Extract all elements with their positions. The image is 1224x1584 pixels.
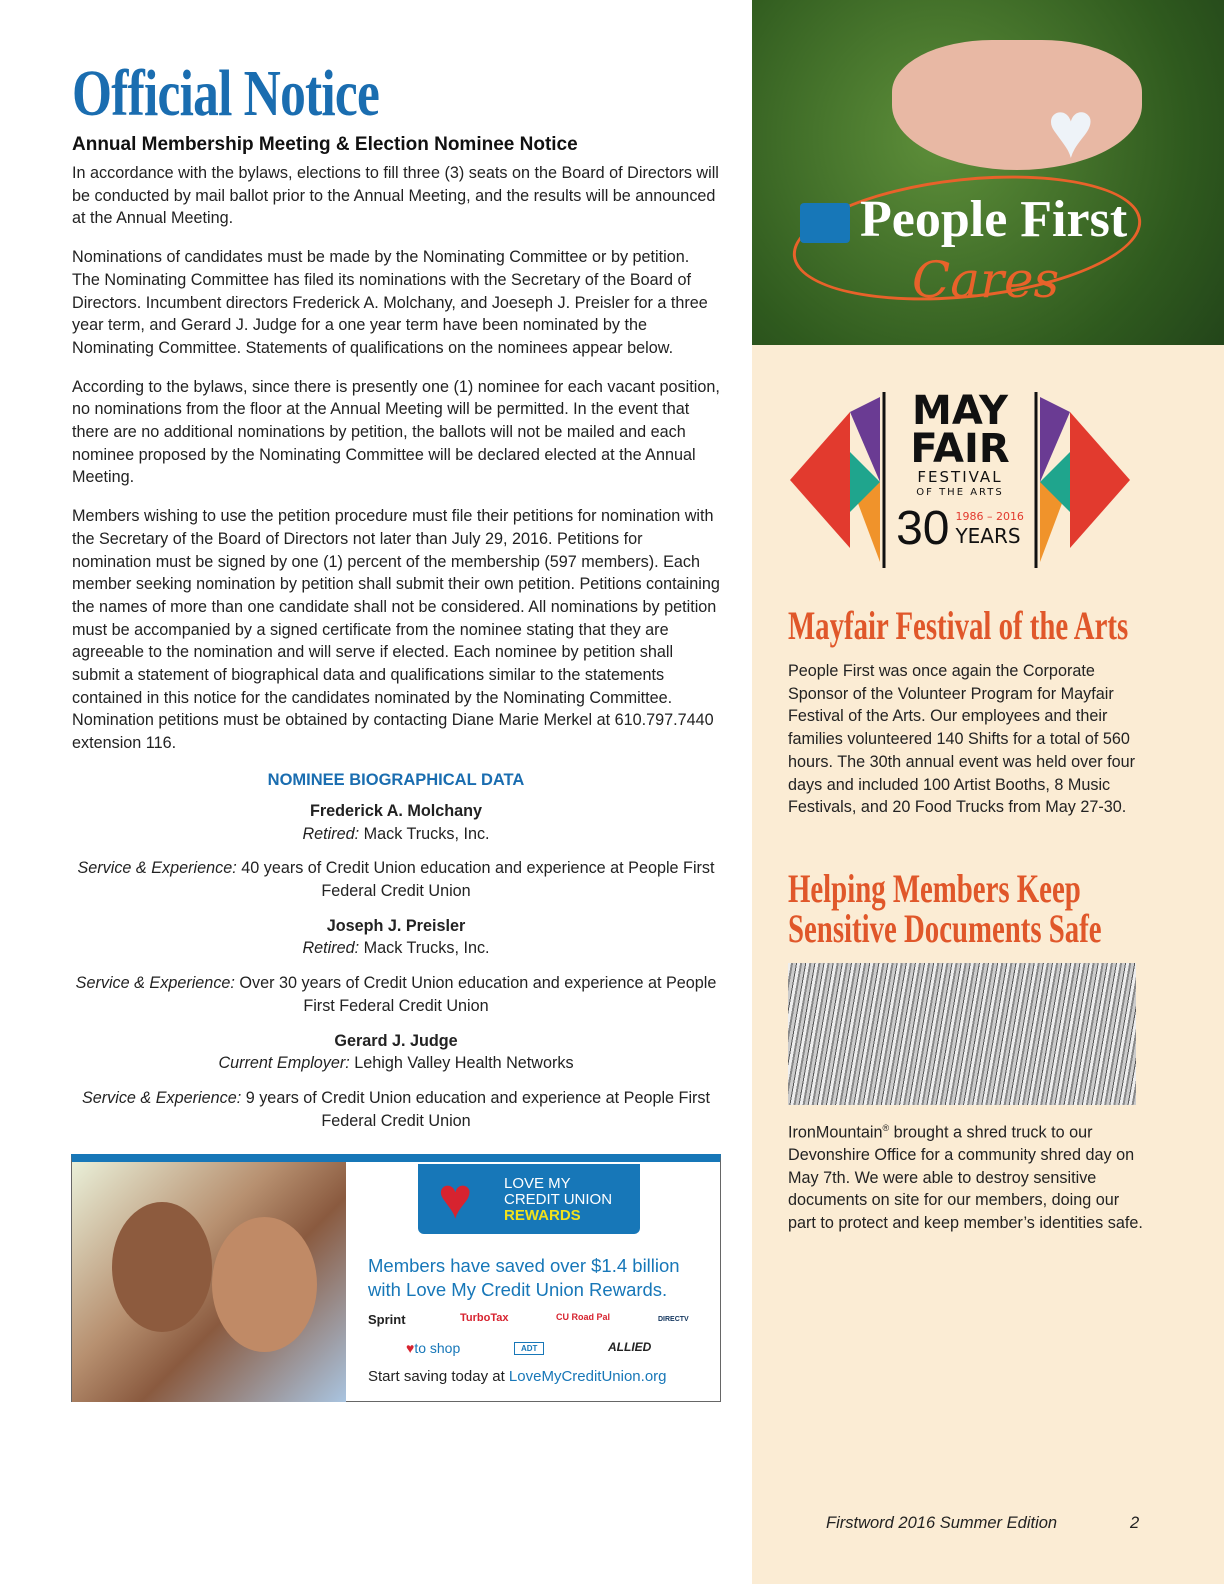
logo-text: MAY: [912, 388, 1008, 434]
to-shop-text: to shop: [414, 1340, 461, 1357]
heart-icon: ♥: [406, 1340, 415, 1357]
role: Mack Trucks, Inc.: [359, 939, 490, 958]
section-heading: Sensitive Documents Safe: [788, 905, 1102, 951]
headline-line: Members have saved over $1.4 billion: [368, 1255, 680, 1277]
face: [212, 1217, 317, 1352]
adt-logo: ADT: [514, 1342, 544, 1355]
headline-line: with Love My Credit Union Rewards.: [368, 1279, 668, 1301]
turbotax-logo: TurboTax: [460, 1312, 509, 1325]
brand-script: Cares: [912, 251, 1060, 309]
face: [112, 1202, 212, 1332]
logo-text: CREDIT UNION: [504, 1191, 613, 1209]
role-label: Current Employer:: [218, 1054, 350, 1073]
logo-text: FESTIVAL: [917, 468, 1003, 486]
se: Over 30 years of Credit Union education and experience at People First Federal Credit Union: [234, 974, 717, 1015]
se: 9 years of Credit Union education and experience at People First Federal Credit Union: [241, 1088, 711, 1130]
start-text: Start saving today at: [368, 1368, 509, 1386]
logo-text: 1986 – 2016: [955, 510, 1024, 523]
to-shop-logo: [406, 1340, 460, 1356]
se-label: Service & Experience:: [81, 1088, 242, 1107]
people-first-logo-icon: [800, 203, 850, 243]
section-heading: Mayfair Festival of the Arts: [788, 603, 1129, 648]
sprint-logo: Sprint: [368, 1312, 406, 1328]
se-label: Service & Experience:: [75, 974, 235, 993]
heart-icon: ♥: [438, 1166, 473, 1232]
notice-subtitle: Annual Membership Meeting & Election Nominee Notice: [72, 134, 578, 155]
nominee-name: Joseph J. Preisler: [326, 916, 466, 935]
paragraph: According to the bylaws, since there is presently one (1) nominee for each vacant position, no nominations from the floor at the Annual Meeting will be permitted. In the event that there are no additional nominations by petition, the ballots will not be mailed and each nominee proposed by the Nominating Committee will be declared elected at the Annual Meeting.: [72, 377, 720, 487]
mayfair-text: People First was once again the Corporate Sponsor of the Volunteer Program for Mayfair Festival of the Arts. Our employees and their families volunteered 140 Shifts for a total of 560 hours. The 30th annual event was held over four days and included 100 Artist Booths, 8 Music Festivals, and 20 Food Trucks from May 27-30.: [788, 662, 1136, 817]
mayfair-logo: [790, 388, 1130, 568]
footer-edition: Firstword 2016 Summer Edition: [826, 1514, 1058, 1532]
nominee-name: Frederick A. Molchany: [309, 801, 483, 820]
shredded-paper-image: [788, 963, 1136, 1105]
nominee: [72, 800, 720, 903]
text: brought a shred truck to our Devonshire Office for a community shred day on May 7th. We were able to destroy sensitive documents on site for our members, doing our part to protect and keep member’s identities safe.: [788, 1123, 1143, 1233]
nominee: [72, 915, 720, 1018]
start-saving: [368, 1368, 667, 1385]
text: IronMountain: [788, 1123, 883, 1142]
nominee: [72, 1030, 720, 1133]
heart-icon: ♥: [1047, 85, 1095, 174]
role-label: Retired:: [302, 939, 360, 958]
role: Lehigh Valley Health Networks: [349, 1054, 574, 1073]
logo-text: REWARDS: [504, 1207, 581, 1225]
section-heading: Helping Members Keep: [788, 865, 1081, 911]
shred-text: [788, 1117, 1148, 1235]
logo-text: LOVE MY: [504, 1175, 571, 1193]
paragraph: Members wishing to use the petition procedure must file their petitions for nomination with the Secretary of the Board of Directors not later than July 29, 2016. Petitions for nomination must be signed by one (1) percent of the membership (597 members). Each member seeking nomination by petition shall submit their own petition. Petitions containing the names of more than one candidate shall not be considered. All nominations by petition must be accompanied by a signed certificate from the nominee stating that they are agreeable to the nomination and will serve if elected. Each nominee by petition shall submit a statement of biographical data and qualifications similar to the statements contained in this notice for the candidates nominated by the Nominating Committee. Nomination petitions must be obtained by contacting Diane Marie Merkel at 610.797.7440 extension 116.: [72, 507, 720, 753]
mayfair-wordmark: [890, 388, 1030, 559]
people-first-cares-banner: [752, 0, 1224, 345]
directv-logo: DIRECTV: [658, 1316, 689, 1324]
logo-text: 30: [896, 502, 950, 555]
official-notice: [72, 58, 720, 1402]
nominee-name: Gerard J. Judge: [334, 1031, 458, 1050]
se: 40 years of Credit Union education and experience at People First Federal Credit Union: [236, 859, 715, 900]
brand-name: People First: [860, 191, 1128, 248]
ad-headline: [368, 1254, 680, 1302]
allied-logo: ALLIED: [608, 1340, 652, 1355]
role-label: Retired:: [302, 824, 360, 843]
page-number: 2: [1130, 1514, 1140, 1532]
logo-text: FAIR: [910, 426, 1010, 472]
hands-image: [892, 40, 1142, 174]
role: Mack Trucks, Inc.: [359, 824, 490, 843]
se-label: Service & Experience:: [77, 859, 237, 878]
sidebar-articles: [788, 603, 1148, 1235]
registered-mark: ®: [882, 1122, 890, 1133]
sidebar: [752, 0, 1224, 1584]
cu-road-pal-logo: CU Road Pal: [556, 1312, 611, 1323]
rewards-ad: [71, 1154, 721, 1402]
partner-logos: [368, 1312, 698, 1362]
love-my-cu-logo: [418, 1164, 640, 1234]
logo-text: OF THE ARTS: [916, 487, 1004, 498]
couple-photo: [72, 1162, 346, 1402]
bio-heading: NOMINEE BIOGRAPHICAL DATA: [267, 770, 525, 789]
logo-text: YEARS: [955, 524, 1021, 548]
website-link[interactable]: LoveMyCreditUnion.org: [508, 1368, 667, 1386]
paragraph: Nominations of candidates must be made by the Nominating Committee or by petition. The Nominating Committee has filed its nominations with the Secretary of the Board of Directors. Incumbent directors Frederick A. Molchany, and Joeseph J. Preisler for a three year term, and Gerard J. Judge for a one year term have been nominated by the Nominating Committee. Statements of qualifications on the nominees appear below.: [72, 248, 708, 357]
page-title: Official Notice: [72, 57, 380, 130]
paragraph: In accordance with the bylaws, elections to fill three (3) seats on the Board of Directors will be conducted by mail ballot prior to the Annual Meeting, and the results will be announced at the Annual Meeting.: [72, 164, 719, 228]
